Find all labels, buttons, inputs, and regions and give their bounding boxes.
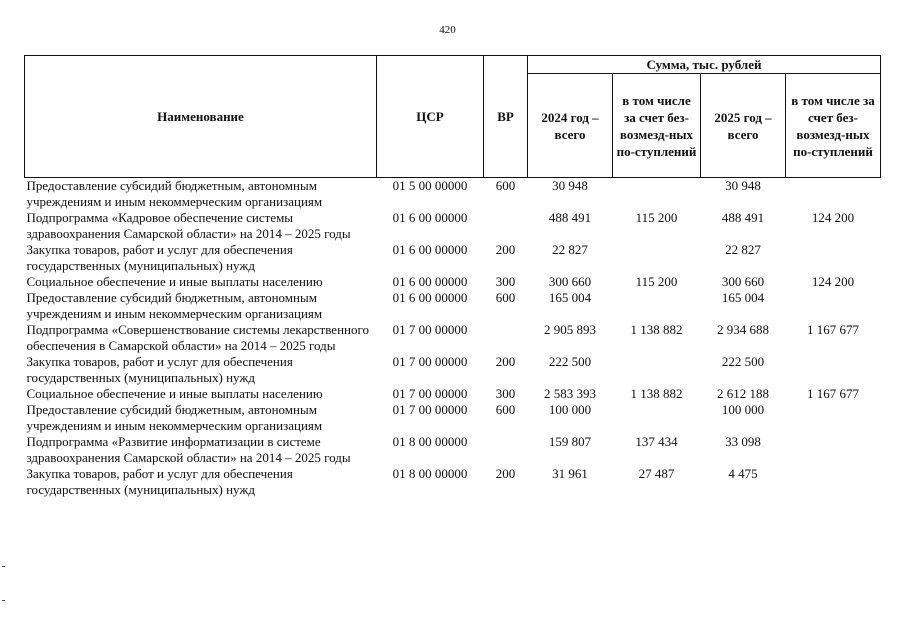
- cell-2025-free: [786, 434, 881, 466]
- cell-2025-free: [786, 354, 881, 386]
- table-row: [25, 434, 881, 466]
- cell-2024-total: 300 660: [548, 274, 592, 289]
- cell-2025-total: 100 000: [721, 402, 765, 417]
- cell-2025-free: [786, 402, 881, 434]
- cell-name: Подпрограмма «Развитие информатизации в системе здравоохранения Самарской области» на 2014 – 2025 годы: [26, 434, 351, 465]
- header-2024-total: 2024 год – всего: [528, 74, 613, 178]
- cell-csr: 01 8 00 00000: [392, 466, 468, 481]
- budget-table: [24, 55, 881, 498]
- table-row: [25, 386, 881, 402]
- cell-2025-total: 33 098: [725, 434, 761, 449]
- cell-vr: 200: [495, 466, 516, 481]
- cell-2024-free: 115 200: [635, 210, 678, 225]
- cell-csr: 01 6 00 00000: [392, 210, 468, 225]
- page-number: 420: [439, 24, 456, 36]
- cell-2025-free: [786, 466, 881, 498]
- cell-name: Предоставление субсидий бюджетным, автономным учреждениям и иным некоммерческим организациям: [26, 178, 323, 209]
- cell-2024-free: 137 434: [635, 434, 678, 449]
- cell-2025-total: 165 004: [721, 290, 765, 305]
- cell-2025-free: 124 200: [811, 274, 855, 289]
- table-row: [25, 210, 881, 242]
- cell-2024-total: 22 827: [552, 242, 588, 257]
- cell-csr: 01 7 00 00000: [392, 322, 468, 337]
- header-2025-free: в том числе за счет без-возмезд-ных по-ступлений: [786, 74, 881, 178]
- table-row: [25, 290, 881, 322]
- cell-2024-free: [613, 242, 701, 274]
- cell-vr: 300: [495, 386, 516, 401]
- cell-name: Социальное обеспечение и иные выплаты населению: [26, 274, 323, 289]
- cell-2025-total: 30 948: [725, 178, 761, 193]
- cell-2025-total: 2 612 188: [717, 386, 769, 401]
- cell-2024-free: [613, 354, 701, 386]
- cell-2024-free: [613, 402, 701, 434]
- cell-2025-total: 4 475: [728, 466, 758, 481]
- header-name: Наименование: [25, 56, 377, 178]
- cell-2025-total: 300 660: [721, 274, 765, 289]
- cell-2025-total: 2 934 688: [717, 322, 769, 337]
- cell-2024-free: [613, 290, 701, 322]
- cell-2024-total: 30 948: [552, 178, 588, 193]
- cell-2024-free: [613, 178, 701, 211]
- cell-2025-free: [786, 178, 881, 211]
- cell-2024-free: 1 138 882: [630, 322, 683, 337]
- cell-2024-total: 31 961: [552, 466, 588, 481]
- cell-2025-free: 1 167 677: [807, 322, 859, 337]
- header-vr: ВР: [484, 56, 528, 178]
- cell-vr: 300: [495, 274, 516, 289]
- cell-2025-total: 22 827: [725, 242, 761, 257]
- cell-csr: 01 5 00 00000: [392, 178, 468, 193]
- cell-name: Закупка товаров, работ и услуг для обеспечения государственных (муниципальных) нужд: [26, 466, 293, 497]
- cell-vr: 600: [495, 178, 516, 193]
- cell-2024-total: 488 491: [548, 210, 592, 225]
- cell-csr: 01 8 00 00000: [392, 434, 468, 449]
- scan-artifact-mark: [2, 600, 5, 601]
- cell-2024-total: 100 000: [548, 402, 592, 417]
- cell-vr: 200: [495, 242, 516, 257]
- cell-name: Подпрограмма «Кадровое обеспечение системы здравоохранения Самарской области» на 2014 – 2025 годы: [26, 210, 351, 241]
- table-header: [25, 56, 881, 178]
- header-2024-free: в том числе за счет без-возмезд-ных по-ступлений: [613, 74, 701, 178]
- cell-vr: 200: [495, 354, 516, 369]
- table-body: [25, 178, 881, 499]
- table-row: [25, 274, 881, 290]
- cell-2024-total: 159 807: [548, 434, 592, 449]
- header-2025-total: 2025 год – всего: [701, 74, 786, 178]
- cell-csr: 01 6 00 00000: [392, 290, 468, 305]
- cell-csr: 01 7 00 00000: [392, 402, 468, 417]
- cell-name: Социальное обеспечение и иные выплаты населению: [26, 386, 323, 401]
- table-row: [25, 402, 881, 434]
- cell-2024-total: 2 583 393: [544, 386, 596, 401]
- cell-2024-total: 222 500: [548, 354, 592, 369]
- cell-2025-total: 488 491: [721, 210, 765, 225]
- header-sum-group: Сумма, тыс. рублей: [528, 56, 881, 74]
- cell-vr: [484, 322, 528, 354]
- scan-artifact-mark: [2, 566, 5, 567]
- cell-2025-free: 1 167 677: [807, 386, 859, 401]
- cell-name: Предоставление субсидий бюджетным, автономным учреждениям и иным некоммерческим организациям: [26, 402, 323, 433]
- cell-2024-free: 27 487: [638, 466, 675, 481]
- cell-2024-free: 115 200: [635, 274, 678, 289]
- table-row: [25, 354, 881, 386]
- header-csr: ЦСР: [377, 56, 484, 178]
- cell-vr: [484, 210, 528, 242]
- cell-name: Закупка товаров, работ и услуг для обеспечения государственных (муниципальных) нужд: [26, 354, 293, 385]
- cell-csr: 01 7 00 00000: [392, 386, 468, 401]
- cell-name: Закупка товаров, работ и услуг для обеспечения государственных (муниципальных) нужд: [26, 242, 293, 273]
- table-row: [25, 466, 881, 498]
- cell-csr: 01 6 00 00000: [392, 274, 468, 289]
- cell-vr: 600: [495, 290, 516, 305]
- cell-2024-total: 2 905 893: [544, 322, 596, 337]
- table-row: [25, 242, 881, 274]
- cell-2025-free: [786, 290, 881, 322]
- table-row: [25, 178, 881, 211]
- cell-2024-free: 1 138 882: [630, 386, 683, 401]
- cell-2025-free: [786, 242, 881, 274]
- table-row: [25, 322, 881, 354]
- cell-name: Предоставление субсидий бюджетным, автономным учреждениям и иным некоммерческим организациям: [26, 290, 323, 321]
- cell-2025-total: 222 500: [721, 354, 765, 369]
- cell-2024-total: 165 004: [548, 290, 592, 305]
- cell-csr: 01 6 00 00000: [392, 242, 468, 257]
- cell-vr: [484, 434, 528, 466]
- cell-vr: 600: [495, 402, 516, 417]
- cell-csr: 01 7 00 00000: [392, 354, 468, 369]
- cell-name: Подпрограмма «Совершенствование системы лекарственного обеспечения в Самарской области» на 2014 – 2025 годы: [26, 322, 369, 353]
- cell-2025-free: 124 200: [811, 210, 855, 225]
